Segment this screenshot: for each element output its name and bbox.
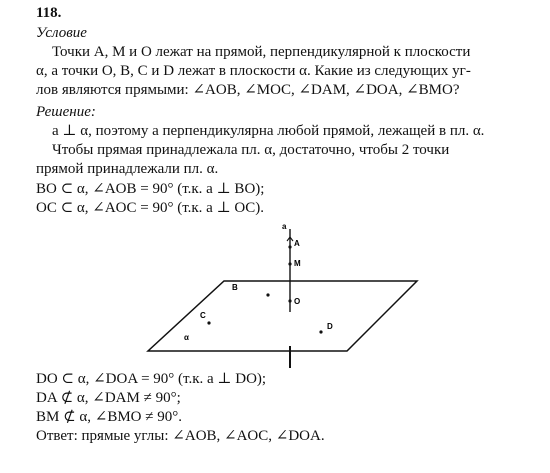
after-line-3: BM ⊄ α, ∠BMO ≠ 90°.	[36, 409, 182, 425]
condition-heading: Условие	[36, 25, 87, 41]
solution-line-1: a ⊥ α, поэтому a перпендикулярна любой прямой, лежащей в пл. α.	[52, 123, 485, 139]
solution-line-4: BO ⊂ α, ∠AOB = 90° (т.к. a ⊥ BO);	[36, 181, 265, 197]
label-m: M	[294, 259, 301, 268]
solution-line-2: Чтобы прямая принадлежала пл. α, достаточно, чтобы 2 точки	[52, 142, 450, 158]
condition-line-2: α, а точки O, B, C и D лежат в плоскости α. Какие из следующих уг-	[36, 63, 471, 79]
solution-heading: Решение:	[36, 104, 96, 120]
label-a-line: a	[282, 222, 287, 231]
problem-number: 118.	[36, 5, 62, 21]
point-c	[207, 321, 210, 324]
condition-line-1: Точки A, M и O лежат на прямой, перпендикулярной к плоскости	[52, 44, 471, 60]
condition-line-3: лов являются прямыми: ∠AOB, ∠MOC, ∠DAM, ∠DOA, ∠BMO?	[36, 82, 460, 98]
point-o	[288, 299, 291, 302]
label-b: B	[232, 283, 238, 292]
after-line-2: DA ⊄ α, ∠DAM ≠ 90°;	[36, 390, 181, 406]
answer-line: Ответ: прямые углы: ∠AOB, ∠AOC, ∠DOA.	[36, 428, 325, 444]
point-b	[266, 293, 269, 296]
point-a	[288, 245, 291, 248]
label-plane-alpha: α	[184, 333, 189, 342]
after-line-1: DO ⊂ α, ∠DOA = 90° (т.к. a ⊥ DO);	[36, 371, 267, 387]
solution-line-3: прямой принадлежали пл. α.	[36, 161, 219, 177]
label-o: O	[294, 297, 301, 306]
point-d	[319, 330, 322, 333]
point-m	[288, 262, 291, 265]
label-c: C	[200, 311, 206, 320]
solution-line-5: OC ⊂ α, ∠AOC = 90° (т.к. a ⊥ OC).	[36, 200, 265, 216]
label-d: D	[327, 322, 333, 331]
label-a: A	[294, 239, 300, 248]
